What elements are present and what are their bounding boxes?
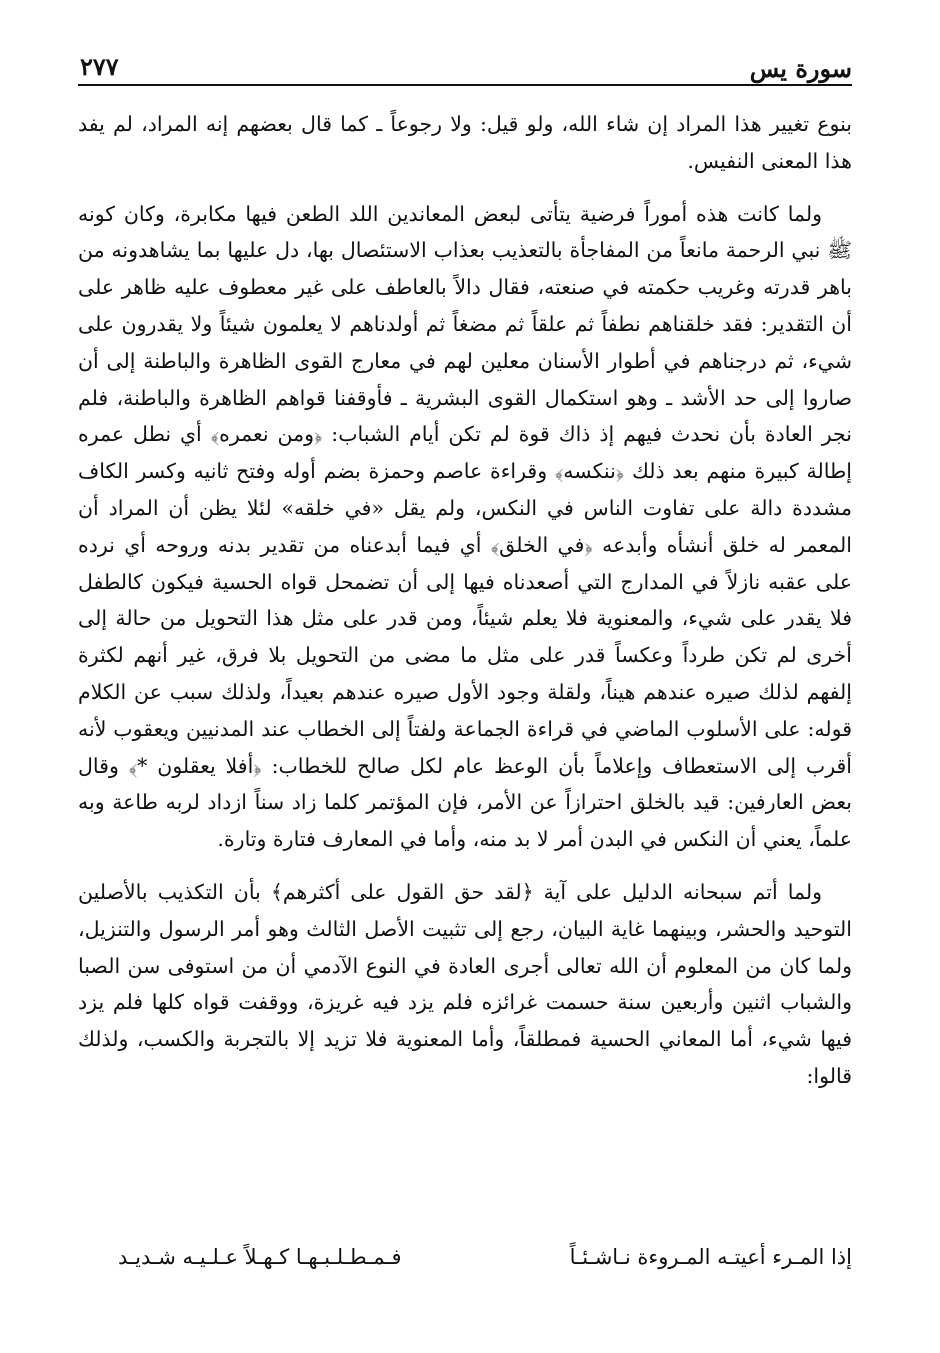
poem-verse bbox=[78, 1245, 852, 1285]
page-body bbox=[78, 106, 852, 1095]
paragraph-continuation: بنوع تغيير هذا المراد إن شاء الله، ولو قيل: ولا رجوعاً ـ كما قال بعضهم إنه المراد، لم يفد هذا المعنى النفيس. bbox=[78, 112, 852, 173]
poem-hemistich-second: فـمـطـلـبـهـا كـهـلاً عـلـيـه شـديـد bbox=[118, 1245, 402, 1269]
surah-title: سورة يس bbox=[749, 54, 852, 83]
paragraph-closing: ولما أتم سبحانه الدليل على آية ﴿لقد حق القول على أكثرهم﴾ بأن التكذيب بالأصلين التوحيد والحشر، وبينهما غاية البيان، رجع إلى تثبيت الأصل الثالث وهو أمر الرسول والتنزيل، ولما كان من المعلوم أن الله تعالى أجرى العادة في النوع الآدمي أن من استوفى سن الصبا والشباب اثنين وأربعين سنة حسمت غرائزه فلم يزد فيه غريزة، ووقفت قواه كلها فلم يزد فيها شيء، أما المعاني الحسية فمطلقاً، وأما المعنوية فلا تزيد إلا بالتجربة والكسب، ولذلك قالوا: bbox=[78, 879, 852, 1088]
poem-hemistich-first: إذا المـرء أعيتـه المـروءة نـاشـئـاً bbox=[569, 1245, 852, 1269]
page-header bbox=[78, 52, 852, 86]
paragraph-main: ولما كانت هذه أموراً فرضية يتأتى لبعض المعاندين اللد الطعن فيها مكابرة، وكان كونه ﷺ نبي الرحمة مانعاً من المفاجأة بالتعذيب بعذاب الاستئصال بها، دل عليها بما يشاهدونه من باهر قدرته وغريب حكمته في صنعته، فقال دالاً بالعاطف على غير معطوف عليه ظاهر على أن التقدير: فقد خلقناهم نطفاً ثم علقاً ثم مضغاً ثم أولدناهم لا يعلمون شيئاً ولا يقدرون على شيء، ثم درجناهم في أطوار الأسنان معلين لهم في معارج القوى الظاهرة والباطنة إلى أن صاروا إلى حد الأشد ـ وهو استكمال القوى البشرية ـ فأوقفنا قواهم الظاهرة والباطنة، فلم نجر العادة بأن نحدث فيهم إذ ذاك قوة لم تكن أيام الشباب: ﴿ومن نعمره﴾ أي نطل عمره إطالة كبيرة منهم بعد ذلك ﴿ننكسه﴾ وقراءة عاصم وحمزة بضم أوله وفتح ثانيه وكسر الكاف مشددة دالة على تفاوت الناس في النكس، ولم يقل «في خلقه» لئلا يظن أن المراد أن المعمر له خلق أنشأه وأبدعه ﴿في الخلق﴾ أي فيما أبدعناه من تقدير بدنه وروحه أي نرده على عقبه نازلاً في المدارج التي أصعدناه فيها إلى أن تضمحل قواه الحسية فيكون كالطفل فلا يقدر على شيء، والمعنوية فلا يعلم شيئاً، ومن قدر على مثل هذا التحويل من حالة إلى أخرى لم تكن طرداً وعكساً قدر على مثل ما مضى من التحويل بلا فرق، غير أنهم لكثرة إلفهم لذلك صيره عندهم هيناً، ولقلة وجود الأول صيره عندهم بعيداً، ولذلك سبب عن الكلام قوله: على الأسلوب الماضي في قراءة الجماعة ولفتاً إلى الخطاب عند المدنيين ويعقوب لأنه أقرب إلى الاستعطاف وإعلاماً بأن الوعظ عام لكل صالح للخطاب: ﴿أفلا يعقلون *﴾ وقال بعض العارفين: قيد بالخلق احترازاً عن الأمر، فإن المؤتمر كلما زاد سناً ازداد لربه طاعة وبه علماً، يعني أن النكس في البدن أمر لا بد منه، وأما في المعارف فتارة وتارة. bbox=[78, 201, 852, 852]
page-number: ٢٧٧ bbox=[80, 52, 119, 81]
